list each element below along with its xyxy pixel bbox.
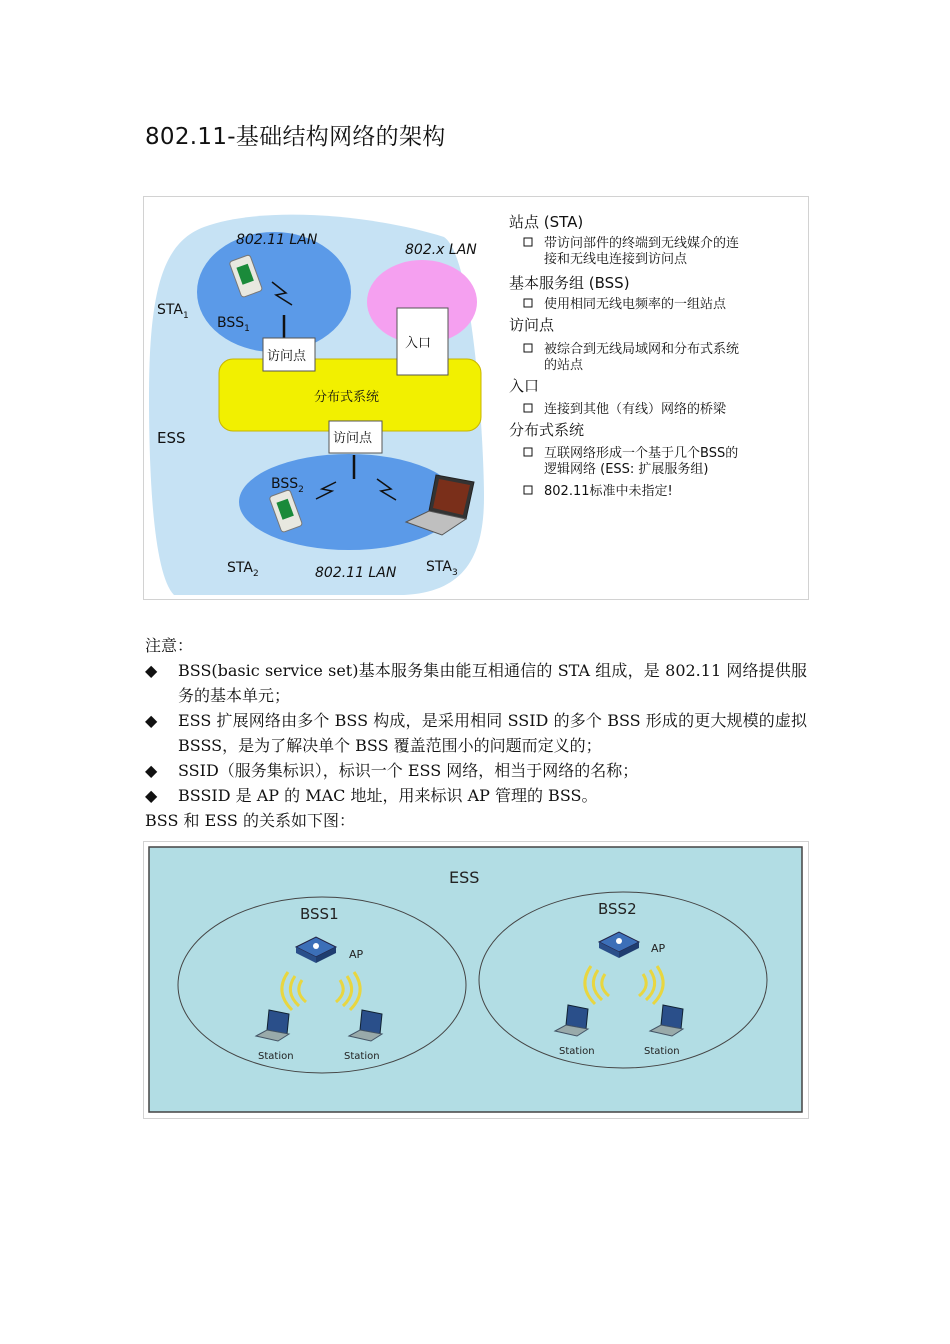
lan-bottom-label: 802.11 LAN [315, 565, 397, 581]
lan-top-label: 802.11 LAN [236, 232, 318, 248]
legend-line: 的站点 [544, 358, 584, 373]
diamond-bullet-icon: ◆ [145, 786, 158, 805]
station-label: Station [258, 1051, 294, 1062]
legend-bullet [524, 299, 532, 307]
note-text: BSS(basic service set)基本服务集由能互相通信的 STA 组成，是 802.11 网络提供服务的基本单元； [178, 661, 807, 705]
legend-line: 使用相同无线电频率的一组站点 [544, 297, 727, 312]
ap2-label: 访问点 [333, 431, 373, 446]
diamond-bullet-icon: ◆ [145, 711, 158, 730]
legend-line: 互联网络形成一个基于几个BSS的 [544, 446, 739, 461]
legend-bullet [524, 238, 532, 246]
sta1-label: $STA_1$ [157, 302, 189, 321]
legend-line: 802.11标准中未指定! [544, 484, 673, 499]
legend-bullet [524, 486, 532, 494]
legend-line: 逻辑网络 (ESS: 扩展服务组) [544, 462, 709, 477]
note-text: SSID（服务集标识），标识一个 ESS 网络，相当于网络的名称； [178, 761, 639, 780]
note-bullet [145, 658, 807, 708]
legend-bullet [524, 344, 532, 352]
legend [509, 213, 739, 499]
note-bullet [145, 758, 807, 783]
portal-label: 入口 [405, 336, 432, 351]
notes-heading: 注意： [145, 636, 194, 655]
note-text: BSSID 是 AP 的 MAC 地址，用来标识 AP 管理的 BSS。 [178, 786, 598, 805]
ess-label: ESS [449, 868, 480, 887]
notes-outro: BSS 和 ESS 的关系如下图： [145, 811, 355, 830]
ap1-label: AP [349, 948, 364, 961]
bss1-label: BSS1 [300, 905, 339, 923]
architecture-diagram [143, 196, 809, 600]
ess-label: ESS [157, 429, 186, 447]
bss2-label: BSS2 [598, 900, 637, 918]
ap2-label: AP [651, 942, 666, 955]
station-label: Station [644, 1046, 680, 1057]
diamond-bullet-icon: ◆ [145, 661, 158, 680]
note-bullet [145, 783, 807, 808]
ap1-label: 访问点 [267, 349, 307, 364]
legend-line: 连接到其他（有线）网络的桥梁 [544, 402, 727, 417]
legend-line: 带访问部件的终端到无线媒介的连 [544, 236, 740, 251]
ds-label: 分布式系统 [314, 390, 380, 405]
bss-ess-diagram [143, 841, 809, 1119]
legend-heading-portal: 入口 [509, 377, 540, 395]
legend-bullet [524, 404, 532, 412]
sta2-label: $STA_2$ [227, 560, 259, 579]
legend-line: 被综合到无线局域网和分布式系统 [544, 342, 740, 357]
legend-bullet [524, 448, 532, 456]
station-label: Station [344, 1051, 380, 1062]
note-text: ESS 扩展网络由多个 BSS 构成，是采用相同 SSID 的多个 BSS 形成的更大规模的虚拟 BSSS，是为了解决单个 BSS 覆盖范围小的问题而定义的； [178, 711, 807, 755]
legend-heading-bss: 基本服务组 (BSS) [509, 274, 630, 292]
legend-heading-ds: 分布式系统 [509, 421, 585, 439]
diamond-bullet-icon: ◆ [145, 761, 158, 780]
legend-line: 接和无线电连接到访问点 [544, 252, 688, 267]
bss1-label: $BSS_1$ [217, 315, 250, 334]
sta3-label: $STA_3$ [426, 559, 458, 578]
legend-heading-sta: 站点 (STA) [509, 213, 584, 231]
station-label: Station [559, 1046, 595, 1057]
note-bullet [145, 708, 807, 758]
bss2-label: $BSS_2$ [271, 476, 304, 495]
lan-right-label: 802.x LAN [405, 242, 477, 258]
legend-heading-ap: 访问点 [509, 316, 555, 334]
page-title: 802.11-基础结构网络的架构 [145, 124, 446, 150]
bss1-ellipse [197, 232, 351, 352]
